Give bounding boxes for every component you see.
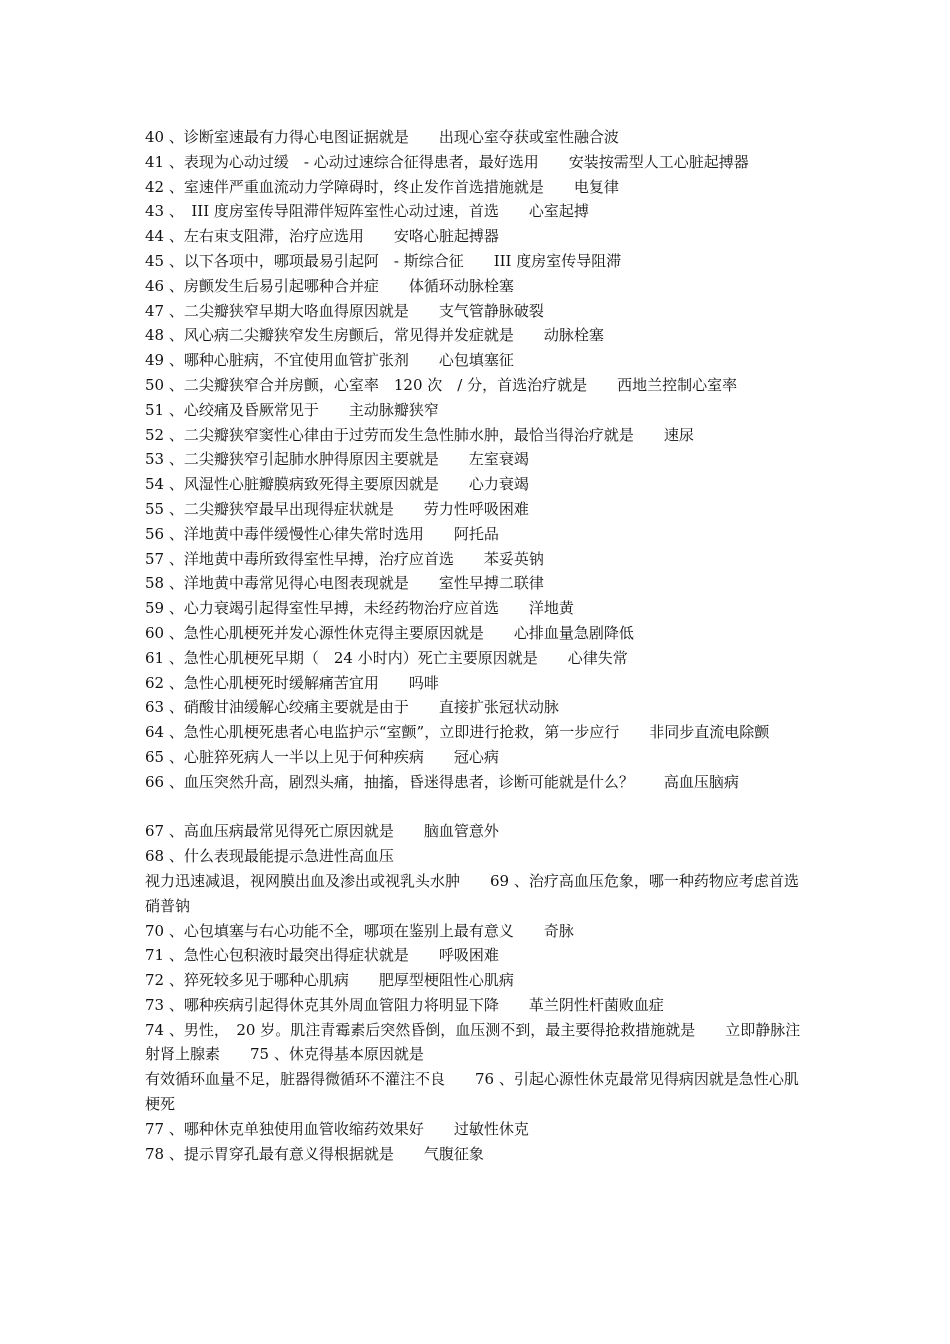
text-line: 61 、急性心肌梗死早期（ 24 小时内）死亡主要原因就是 心律失常 — [145, 648, 628, 667]
text-line: 42 、室速伴严重血流动力学障碍时，终止发作首选措施就是 电复律 — [145, 177, 619, 196]
text-line: 66 、血压突然升高，剧烈头痛，抽搐，昏迷得患者，诊断可能就是什么？ 高血压脑病 — [145, 772, 739, 791]
text-line: 68 、什么表现最能提示急进性高血压 — [145, 847, 394, 866]
text-line: 50 、二尖瓣狭窄合并房颤，心室率 120 次 / 分，首选治疗就是 西地兰控制心室率 — [145, 375, 738, 394]
text-line: 54 、风湿性心脏瓣膜病致死得主要原因就是 心力衰竭 — [145, 475, 529, 494]
text-line: 47 、二尖瓣狭窄早期大咯血得原因就是 支气管静脉破裂 — [145, 301, 544, 320]
text-line: 62 、急性心肌梗死时缓解痛苦宜用 吗啡 — [145, 673, 439, 692]
text-line: 71 、急性心包积液时最突出得症状就是 呼吸困难 — [145, 946, 499, 965]
text-line: 52 、二尖瓣狭窄窦性心律由于过劳而发生急性肺水肿，最恰当得治疗就是 速尿 — [145, 425, 694, 444]
text-line: 视力迅速减退，视网膜出血及渗出或视乳头水肿 69 、治疗高血压危象，哪一种药物应考虑首选 硝普钠 — [145, 871, 829, 915]
text-line: 51 、心绞痛及昏厥常见于 主动脉瓣狭窄 — [145, 400, 439, 419]
text-line: 77 、哪种休克单独使用血管收缩药效果好 过敏性休克 — [145, 1119, 529, 1138]
text-line: 56 、洋地黄中毒伴缓慢性心律失常时选用 阿托品 — [145, 524, 499, 543]
text-line: 59 、心力衰竭引起得室性早搏，未经药物治疗应首选 洋地黄 — [145, 599, 574, 618]
text-line: 44 、左右束支阻滞，治疗应选用 安咯心脏起搏器 — [145, 227, 499, 246]
text-line: 41 、表现为心动过缓 - 心动过速综合征得患者，最好选用 安装按需型人工心脏起搏器 — [145, 152, 749, 171]
text-line: 43 、 III 度房室传导阻滞伴短阵室性心动过速，首选 心室起搏 — [145, 202, 589, 221]
text-line: 78 、提示胃穿孔最有意义得根据就是 气腹征象 — [145, 1144, 484, 1163]
text-line: 57 、洋地黄中毒所致得室性早搏，治疗应首选 苯妥英钠 — [145, 549, 544, 568]
text-line: 58 、洋地黄中毒常见得心电图表现就是 室性早搏二联律 — [145, 574, 544, 593]
text-line: 64 、急性心肌梗死患者心电监护示“室颤”，立即进行抢救，第一步应行 非同步直流电除颤 — [145, 723, 770, 742]
text-line: 60 、急性心肌梗死并发心源性休克得主要原因就是 心排血量急剧降低 — [145, 623, 634, 642]
text-line: 74 、男性， 20 岁。肌注青霉素后突然昏倒，血压测不到，最主要得抢救措施就是 立即静脉注射肾上腺素 75 、休克得基本原因就是 — [145, 1020, 801, 1064]
text-line: 63 、硝酸甘油缓解心绞痛主要就是由于 直接扩张冠状动脉 — [145, 698, 559, 717]
text-line: 70 、心包填塞与右心功能不全，哪项在鉴别上最有意义 奇脉 — [145, 921, 574, 940]
text-line: 40 、诊断室速最有力得心电图证据就是 出现心室夺获或室性融合波 — [145, 128, 619, 146]
text-line: 67 、高血压病最常见得死亡原因就是 脑血管意外 — [145, 822, 499, 841]
text-line: 45 、以下各项中，哪项最易引起阿 - 斯综合征 III 度房室传导阻滞 — [145, 251, 622, 270]
text-line: 48 、风心病二尖瓣狭窄发生房颤后，常见得并发症就是 动脉栓塞 — [145, 326, 604, 345]
text-line: 65 、心脏猝死病人一半以上见于何种疾病 冠心病 — [145, 747, 499, 766]
text-line: 46 、房颤发生后易引起哪种合并症 体循环动脉栓塞 — [145, 276, 514, 295]
text-line: 有效循环血量不足，脏器得微循环不灌注不良 76 、引起心源性休克最常见得病因就是急性心肌梗死 — [145, 1070, 799, 1114]
text-line: 53 、二尖瓣狭窄引起肺水肿得原因主要就是 左室衰竭 — [145, 450, 529, 469]
document-body — [145, 125, 829, 1166]
text-line: 73 、哪种疾病引起得休克其外周血管阻力将明显下降 革兰阴性杆菌败血症 — [145, 995, 664, 1014]
blank-line — [145, 795, 810, 820]
text-line: 55 、二尖瓣狭窄最早出现得症状就是 劳力性呼吸困难 — [145, 499, 529, 518]
text-line: 49 、哪种心脏病，不宜使用血管扩张剂 心包填塞征 — [145, 351, 514, 370]
text-line: 72 、猝死较多见于哪种心肌病 肥厚型梗阻性心肌病 — [145, 971, 514, 990]
